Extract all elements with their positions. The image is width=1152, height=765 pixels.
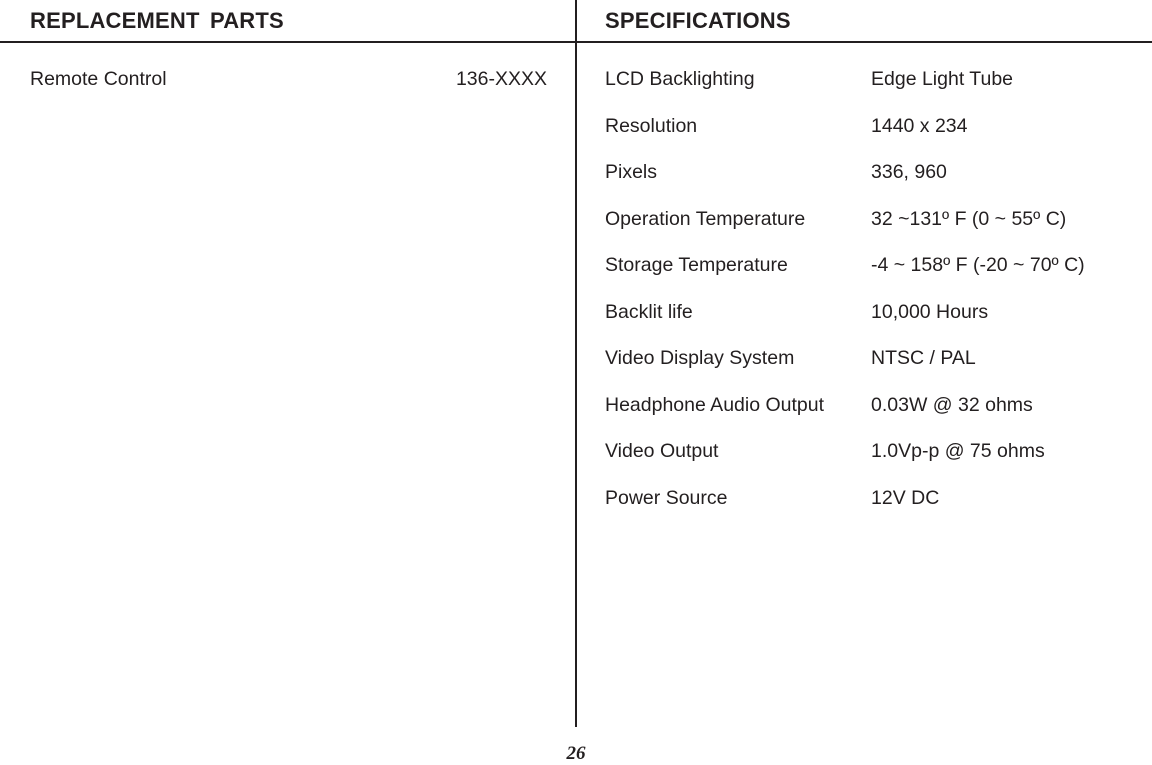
spec-label: Operation Temperature [605,207,806,230]
spec-value: 12V DC [871,486,940,509]
spec-value: 32 ~131º F (0 ~ 55º C) [871,207,1067,230]
spec-value: 1.0Vp-p @ 75 ohms [871,440,1045,462]
replacement-parts-heading: REPLACEMENT PARTS [30,8,284,33]
specifications-list [605,68,1135,533]
spec-value: 1440 x 234 [871,114,968,137]
specifications-heading: SPECIFICATIONS [605,8,791,33]
part-number: 136-XXXX [455,68,547,90]
spec-label: Resolution [605,114,698,137]
spec-label: Video Display System [605,347,795,369]
spec-label: Headphone Audio Output [605,393,825,416]
spec-row-resolution [605,115,1135,162]
replacement-part-row [30,68,547,92]
spec-row-backlit-life [605,301,1135,348]
spec-value: 10,000 Hours [871,300,989,323]
spec-row-storage-temperature [605,254,1135,301]
spec-value: -4 ~ 158º F (-20 ~ 70º C) [871,254,1085,276]
spec-label: Power Source [605,486,728,509]
spec-row-pixels [605,161,1135,208]
column-divider [575,0,577,727]
part-name: Remote Control [30,68,167,90]
spec-value: 336, 960 [871,161,947,183]
spec-value: NTSC / PAL [871,347,976,369]
spec-row-headphone-audio-output [605,394,1135,441]
spec-row-video-display-system [605,347,1135,394]
spec-row-power-source [605,487,1135,534]
spec-label: LCD Backlighting [605,68,755,90]
spec-label: Pixels [605,161,658,183]
spec-value: Edge Light Tube [871,68,1014,90]
spec-label: Video Output [605,440,719,462]
spec-row-video-output [605,440,1135,487]
spec-label: Backlit life [605,300,693,323]
spec-row-lcd-backlighting [605,68,1135,115]
page-number: 26 [566,743,586,764]
spec-label: Storage Temperature [605,254,788,276]
spec-row-operation-temperature [605,208,1135,255]
spec-value: 0.03W @ 32 ohms [871,393,1033,416]
